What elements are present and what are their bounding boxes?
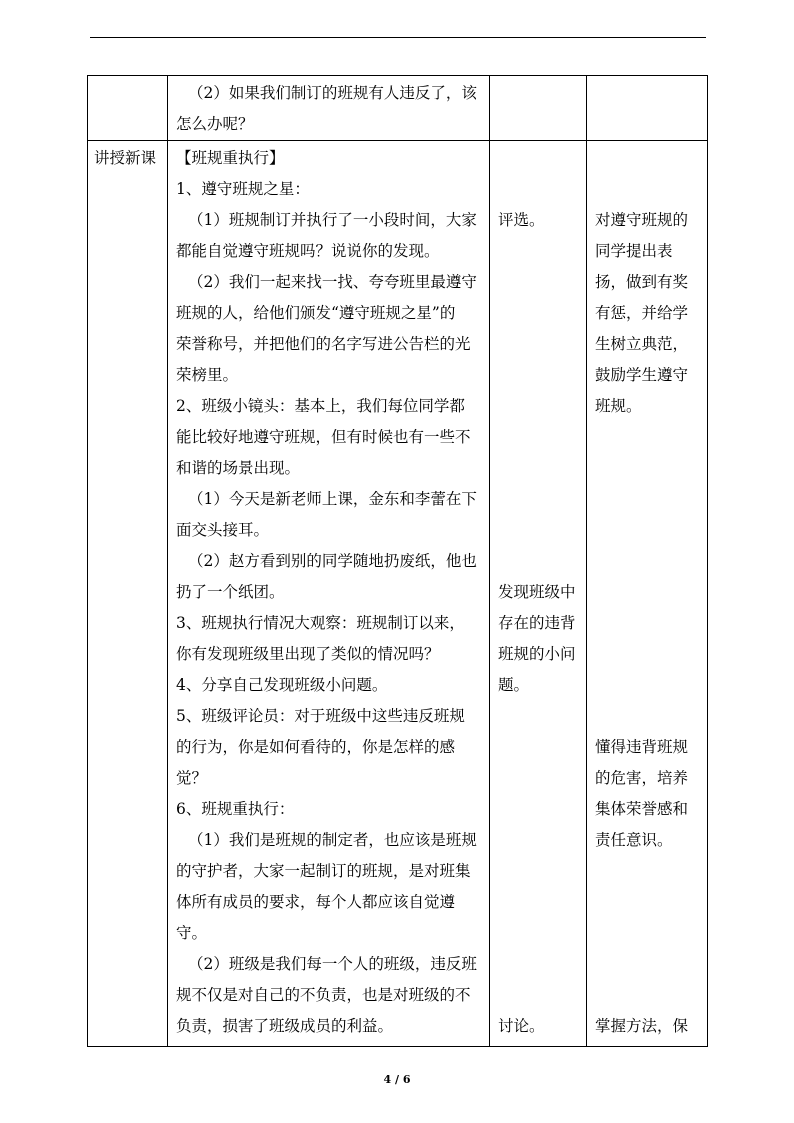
content-line: 和谐的场景出现。	[176, 459, 301, 477]
content-line: 规不仅是对自己的不负责，也是对班级的不	[176, 986, 471, 1004]
content-line: 班规的人，给他们颁发“遵守班规之星”的	[176, 304, 456, 322]
intent-line	[595, 701, 699, 732]
content-line: 荣榜里。	[176, 366, 239, 384]
intent-line	[595, 608, 699, 639]
activity-line	[498, 732, 578, 763]
activity-line	[498, 329, 578, 360]
page-number: 4 / 6	[383, 1073, 411, 1086]
content-line: 怎么办呢？	[176, 115, 254, 133]
content-line: 4、分享自己发现班级小问题。	[176, 676, 388, 694]
content-line: 的守护者，大家一起制订的班规，是对班集	[176, 862, 471, 880]
intent-line: 的危害，培养	[595, 769, 689, 787]
content-line: （2）班级是我们每一个人的班级，违反班	[188, 955, 477, 973]
activity-line	[498, 422, 578, 453]
activity-line: 题。	[498, 676, 530, 694]
table-row-continuation	[88, 76, 708, 141]
content-line: （1）今天是新老师上课，金东和李蕾在下	[188, 490, 477, 508]
intent-line	[595, 484, 699, 515]
intent-line	[595, 515, 699, 546]
content-line: 守。	[176, 924, 208, 942]
content-line: 荣誉称号，并把他们的名字写进公告栏的光	[176, 335, 471, 353]
intent-line	[595, 422, 699, 453]
content-line: （1）我们是班规的制定者，也应该是班规	[188, 831, 477, 849]
activity-line: 讨论。	[498, 1017, 545, 1035]
content-line: 你有发现班级里出现了类似的情况吗？	[176, 645, 440, 663]
intent-line: 集体荣誉感和	[595, 800, 689, 818]
table-row-new-lesson	[88, 141, 708, 1047]
content-line: （1）班规制订并执行了一小段时间，大家	[188, 211, 477, 229]
content-line: （2）我们一起来找一找、夸夸班里最遵守	[188, 273, 477, 291]
intent-line	[595, 856, 699, 887]
cell-intent-empty	[587, 76, 708, 141]
activity-line	[498, 856, 578, 887]
activity-line	[498, 825, 578, 856]
content-line: 扔了一个纸团。	[176, 583, 285, 601]
activity-line	[498, 918, 578, 949]
activity-line	[498, 391, 578, 422]
intent-line	[595, 174, 699, 205]
activity-line	[498, 267, 578, 298]
intent-line: 责任意识。	[595, 831, 673, 849]
content-line: 体所有成员的要求，每个人都应该自觉遵	[176, 893, 456, 911]
content-line: 能比较好地遵守班规，但有时候也有一些不	[176, 428, 471, 446]
intent-line	[595, 670, 699, 701]
content-line: 1、遵守班规之星：	[176, 180, 310, 198]
header-rule	[90, 37, 706, 38]
activity-line	[498, 701, 578, 732]
intent-line	[595, 949, 699, 980]
activity-line: 发现班级中	[498, 583, 576, 601]
intent-line	[595, 887, 699, 918]
content-line: 3、班规执行情况大观察：班规制订以来，	[176, 614, 465, 632]
cell-activity-empty	[490, 76, 587, 141]
activity-line	[498, 763, 578, 794]
content-line: 6、班规重执行：	[176, 800, 295, 818]
content-line: 的行为，你是如何看待的，你是怎样的感	[176, 738, 456, 756]
activity-line	[498, 360, 578, 391]
activity-line: 存在的违背	[498, 614, 576, 632]
intent-line: 班规。	[595, 397, 642, 415]
intent-line: 有惩，并给学	[595, 304, 689, 322]
intent-line	[595, 918, 699, 949]
cell-content	[168, 141, 490, 1047]
activity-line	[498, 298, 578, 329]
activity-line	[498, 143, 578, 174]
intent-line	[595, 453, 699, 484]
content-line: 面交头接耳。	[176, 521, 270, 539]
lesson-table	[87, 75, 708, 1047]
activity-line	[498, 484, 578, 515]
intent-line	[595, 639, 699, 670]
intent-line: 生树立典范，	[595, 335, 689, 353]
content-line: 觉？	[176, 769, 208, 787]
content-line: （2）如果我们制订的班规有人违反了，该	[188, 84, 477, 102]
activity-line	[498, 236, 578, 267]
intent-line: 掌握方法，保	[595, 1017, 689, 1035]
activity-line	[498, 174, 578, 205]
intent-line	[595, 577, 699, 608]
cell-section-empty	[88, 76, 168, 141]
activity-line	[498, 453, 578, 484]
content-line: 2、班级小镜头：基本上，我们每位同学都	[176, 397, 465, 415]
cell-design-intent	[587, 141, 708, 1047]
intent-line: 鼓励学生遵守	[595, 366, 689, 384]
intent-line	[595, 546, 699, 577]
activity-line: 评选。	[498, 211, 545, 229]
cell-content-continuation	[168, 76, 490, 141]
cell-student-activity	[490, 141, 587, 1047]
activity-line	[498, 887, 578, 918]
activity-line: 班规的小问	[498, 645, 576, 663]
cell-section	[88, 141, 168, 1047]
intent-line: 同学提出表	[595, 242, 673, 260]
intent-line: 懂得违背班规	[595, 738, 689, 756]
activity-line	[498, 794, 578, 825]
activity-line	[498, 949, 578, 980]
intent-line	[595, 980, 699, 1011]
intent-line: 对遵守班规的	[595, 211, 689, 229]
intent-line	[595, 143, 699, 174]
content-line: 都能自觉遵守班规吗？说说你的发现。	[176, 242, 440, 260]
activity-line	[498, 515, 578, 546]
activity-line	[498, 980, 578, 1011]
section-label: 讲授新课	[94, 149, 157, 167]
content-line: 5、班级评论员：对于班级中这些违反班规	[176, 707, 465, 725]
section-heading: 【班规重执行】	[176, 149, 285, 167]
content-line: （2）赵方看到别的同学随地扔废纸，他也	[188, 552, 477, 570]
content-line: 负责，损害了班级成员的利益。	[176, 1017, 394, 1035]
intent-line: 扬，做到有奖	[595, 273, 689, 291]
activity-line	[498, 546, 578, 577]
